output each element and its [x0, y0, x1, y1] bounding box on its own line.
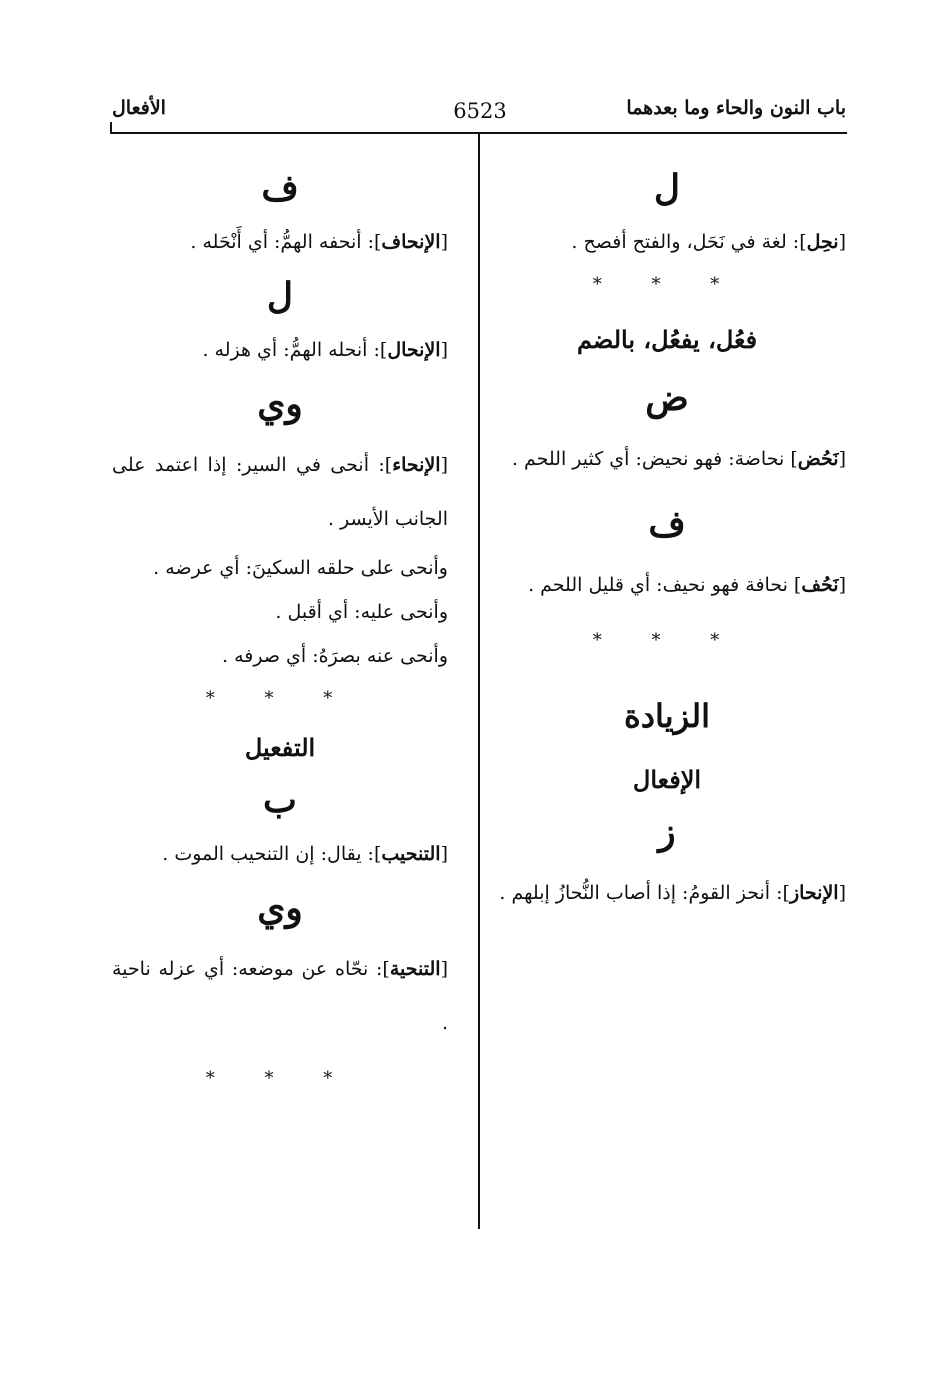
entry-definition: : أنحفه الهمُّ: أي أَنْحَله . [190, 231, 374, 253]
header-rule-tick [110, 122, 112, 134]
heading-ifal: الإفعال [632, 765, 702, 794]
heading-ziyada: الزيادة [624, 697, 710, 735]
entry-tanhiya: [التنحية]: نحّاه عن موضعه: أي عزله ناحية . [112, 958, 448, 1034]
chapter-title: باب النون والحاء وما بعدهما [626, 97, 846, 119]
root-letter-wy: وي [257, 887, 303, 929]
left-column [112, 150, 448, 1113]
entry-definition: : أنحز القومُ: إذا أصاب النُّحازُ إبلهم . [499, 882, 783, 904]
root-letter-ba: ب [263, 779, 297, 821]
entry-line-basar: وأنحى عنه بصرَهُ: أي صرفه . [222, 645, 448, 667]
entry-term: الإنحاز [789, 882, 839, 904]
entry-definition: نحافة فهو نحيف: أي قليل اللحم . [528, 574, 794, 596]
entry-line-alayh: وأنحى عليه: أي أقبل . [275, 601, 448, 623]
entry-inha: [الإنحاء]: أنحى في السير: إذا اعتمد على الجانب الأيسر . [112, 454, 448, 530]
entry-definition: نحاضة: فهو نحيض: أي كثير اللحم . [511, 448, 791, 470]
root-letter-lam: ل [653, 167, 681, 209]
root-letter-fa: ف [648, 503, 686, 545]
right-column [488, 150, 846, 928]
section-separator: * * * [592, 274, 742, 295]
entry-tanhib: [التنحيب]: يقال: إن التنحيب الموت . [162, 843, 448, 865]
section-title: الأفعال [112, 97, 166, 119]
entry-term: الإنحاء [392, 454, 441, 476]
entry-line-sikkin: وأنحى على حلقه السكينَ: أي عرضه . [153, 557, 448, 579]
section-separator: * * * [592, 630, 742, 651]
entry-term: الإنحاف [381, 231, 441, 253]
entry-term: التنحية [389, 958, 441, 980]
column-divider [478, 134, 480, 1229]
root-letter-wy: وي [257, 383, 303, 425]
entry-nahud: [نَحُض] نحاضة: فهو نحيض: أي كثير اللحم . [511, 448, 846, 470]
entry-nahuf: [نَحُف] نحافة فهو نحيف: أي قليل اللحم . [528, 574, 846, 596]
root-letter-dad: ض [645, 377, 689, 419]
root-letter-lam: ل [266, 275, 294, 317]
entry-term: نَحُض [797, 448, 839, 470]
root-letter-fa: ف [261, 167, 299, 209]
page-header [0, 0, 946, 140]
heading-tafil: التفعيل [244, 733, 316, 762]
heading-fual: فعُل، يفعُل، بالضم [576, 325, 758, 354]
entry-definition: : نحّاه عن موضعه: أي عزله ناحية . [112, 958, 448, 1034]
entry-definition: : يقال: إن التنحيب الموت . [162, 843, 374, 865]
entry-term: الإنحال [387, 339, 441, 361]
entry-nahl: [نحِل]: لغة في نَحَل، والفتح أفصح . [571, 231, 846, 253]
entry-inhaz: [الإنحاز]: أنحز القومُ: إذا أصاب النُّحازُ إبلهم . [499, 882, 846, 904]
entry-definition: : أنحله الهمُّ: أي هزله . [202, 339, 380, 361]
section-separator: * * * [205, 688, 355, 709]
entry-definition: : لغة في نَحَل، والفتح أفصح . [571, 231, 800, 253]
root-letter-zay: ز [658, 811, 676, 853]
section-separator: * * * [205, 1068, 355, 1089]
entry-term: نَحُف [801, 574, 839, 596]
entry-term: نحِل [806, 231, 839, 253]
entry-inhaf: [الإنحاف]: أنحفه الهمُّ: أي أَنْحَله . [190, 231, 448, 253]
entry-inhal: [الإنحال]: أنحله الهمُّ: أي هزله . [202, 339, 448, 361]
entry-term: التنحيب [381, 843, 441, 865]
entry-definition: : أنحى في السير: إذا اعتمد على الجانب الأيسر . [112, 454, 448, 530]
page-number: 6523 [453, 99, 507, 123]
